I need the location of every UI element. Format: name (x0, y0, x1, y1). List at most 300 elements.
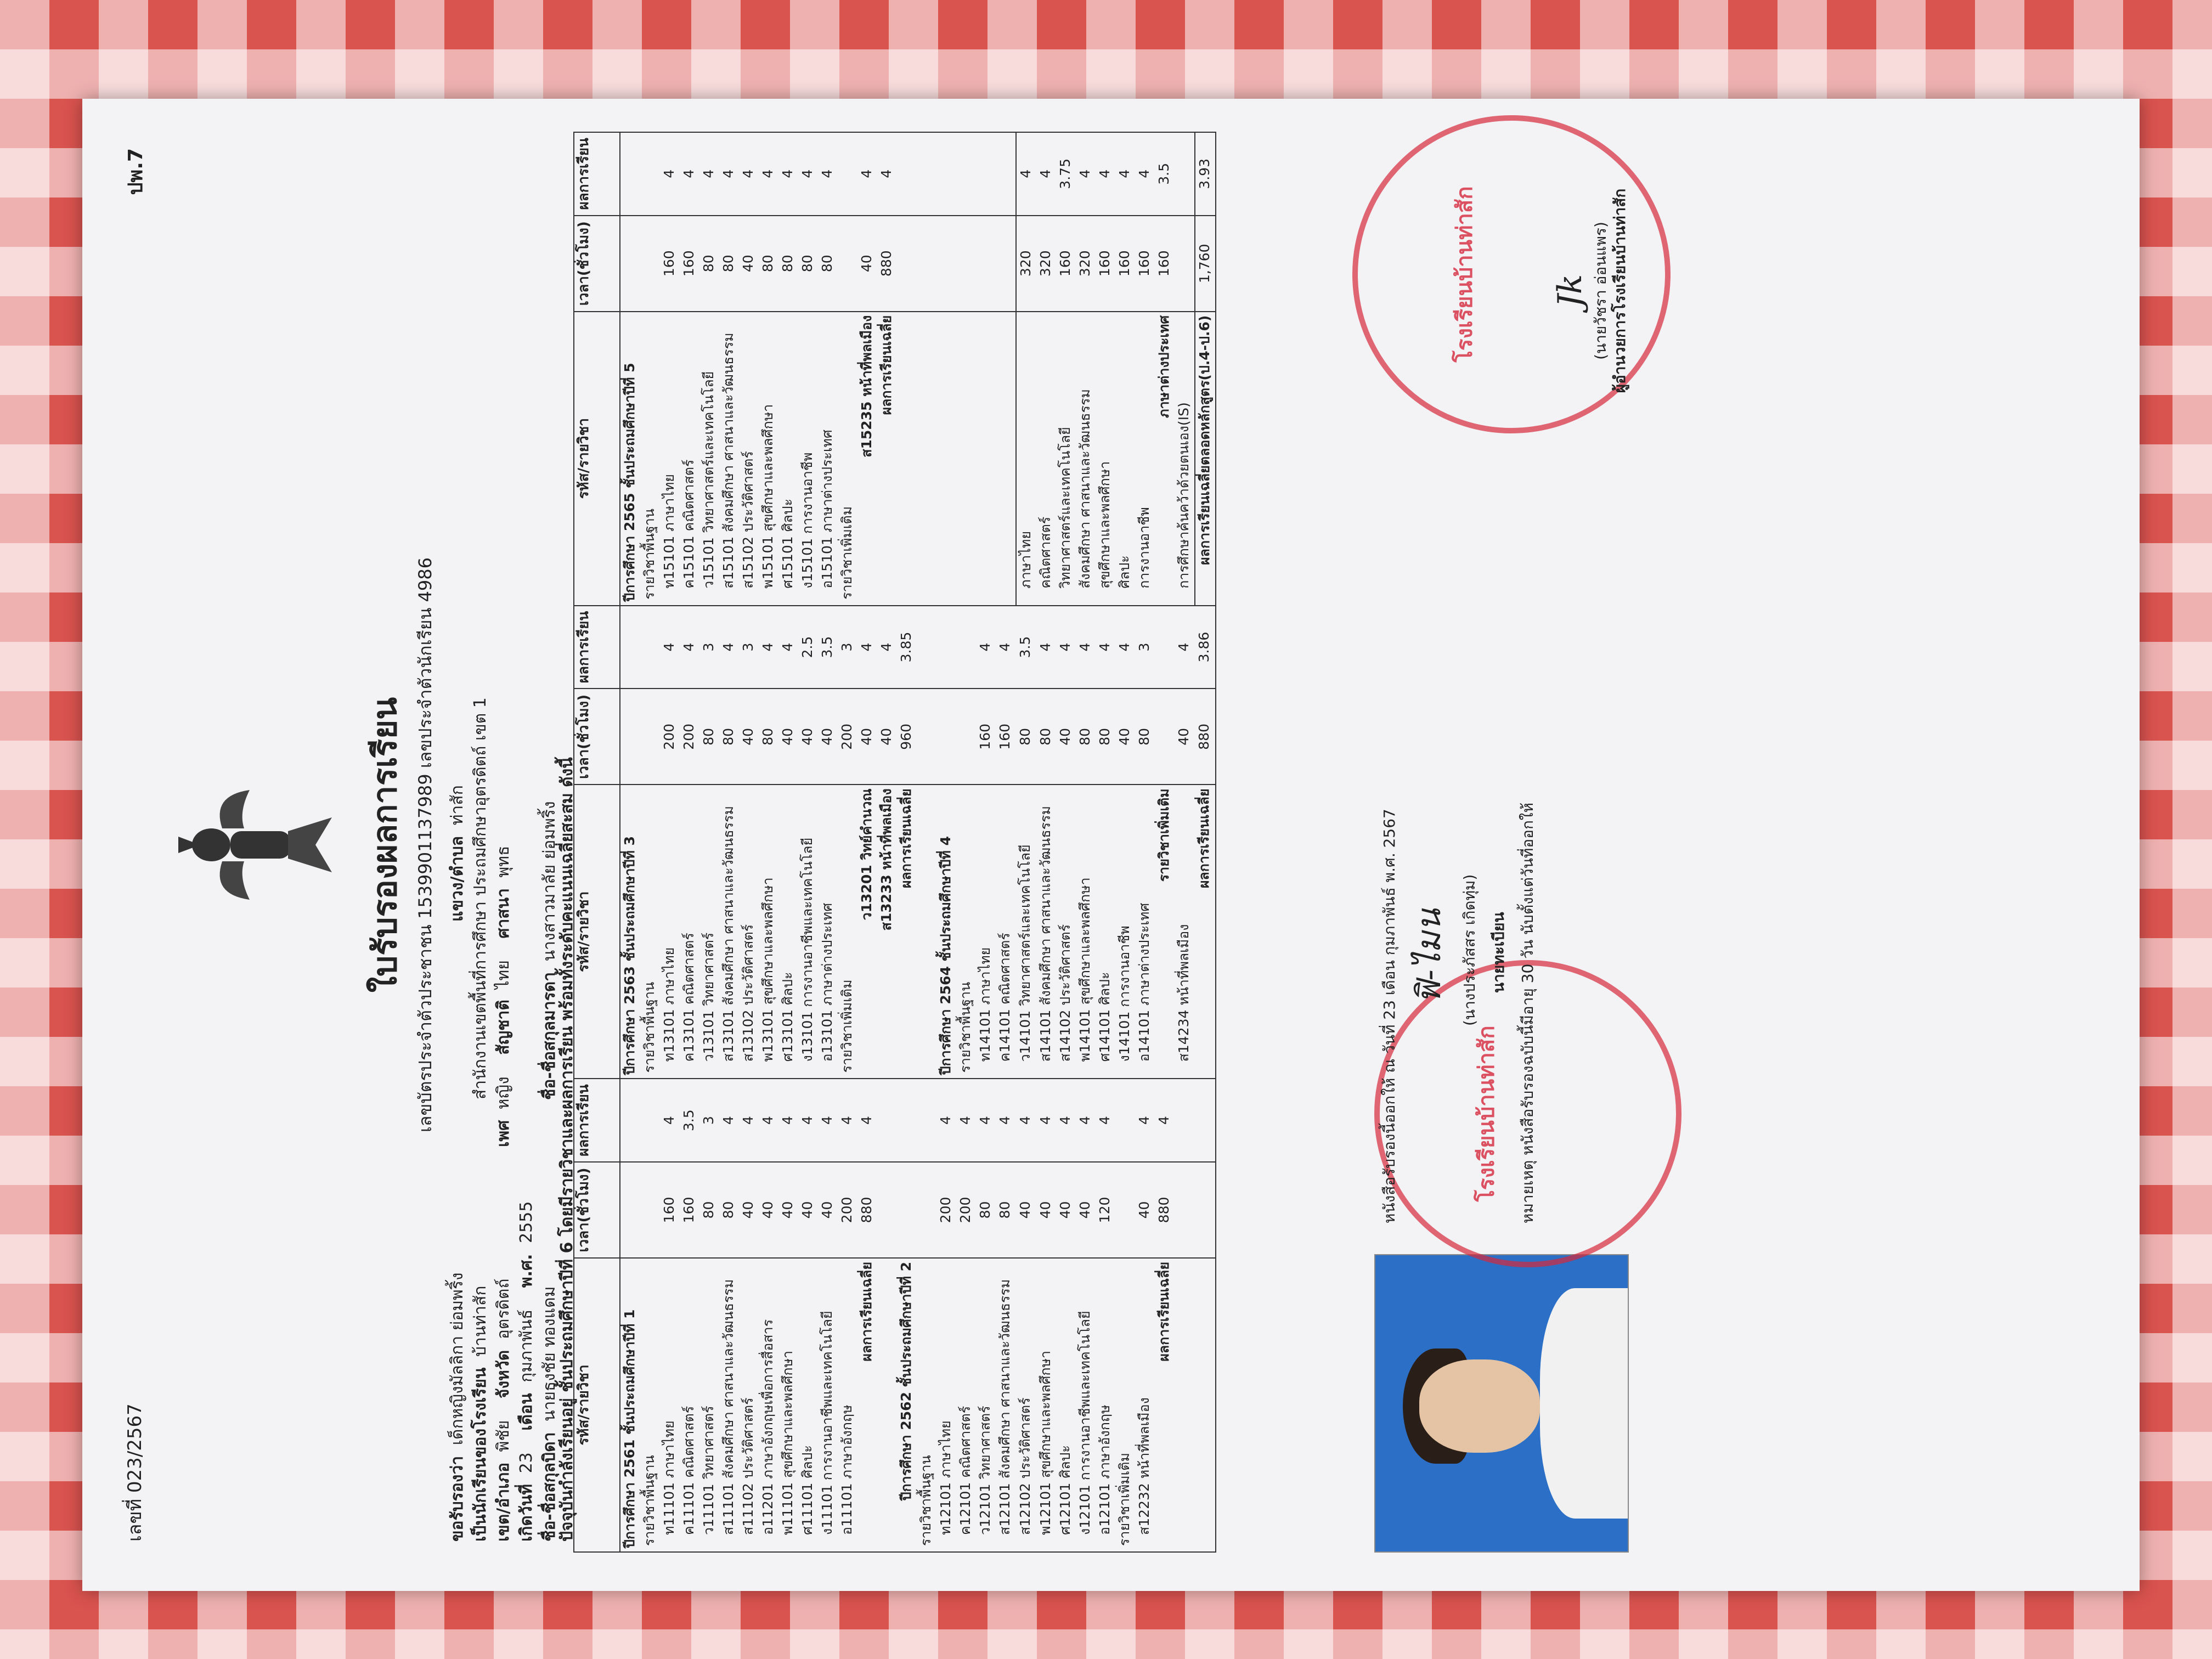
grade-cell: 4 (877, 606, 897, 689)
hours-cell: 320 (1036, 216, 1056, 312)
father-label: ชื่อ-ชื่อสกุลบิดา (540, 1432, 559, 1542)
garuda-emblem-icon (178, 790, 343, 900)
hours-cell: 200 (680, 689, 699, 785)
header-subject-3: รหัส/รายวิชา (574, 312, 620, 606)
hours-cell: 40 (739, 1162, 759, 1258)
hours-cell: 320 (1076, 216, 1096, 312)
subject-cell (956, 312, 976, 606)
header-grade-2: ผลการเรียน (574, 606, 620, 689)
hours-cell: 80 (719, 216, 739, 312)
student-photo (1374, 1254, 1629, 1553)
photo-uniform (1540, 1288, 1628, 1519)
hours-cell (877, 1162, 897, 1258)
director-name: (นายวัชรา อ่อนแพร) (1592, 222, 1610, 360)
grade-cell: 4 (1096, 606, 1115, 689)
hours-cell: 80 (976, 1162, 996, 1258)
table-row (778, 132, 798, 1552)
grade-cell (640, 606, 660, 689)
grade-cell: 4 (996, 1079, 1016, 1162)
hours-cell (1195, 1162, 1216, 1258)
grade-cell: 4 (838, 1079, 857, 1162)
stamp-text: โรงเรียนบ้านท่าสัก (1474, 1025, 1499, 1202)
hours-cell: 1,760 (1195, 216, 1216, 312)
hours-cell (897, 216, 917, 312)
subject-cell: ศิลปะ (1115, 312, 1135, 606)
table-row (1155, 132, 1175, 1552)
subdistrict-value: ท่าสัก (448, 785, 467, 826)
grades-header-row (574, 132, 620, 1552)
registrar-signature: ฟิ-ไมน (1410, 909, 1448, 1004)
hours-cell: 40 (857, 689, 877, 785)
hours-cell (956, 216, 976, 312)
hours-cell: 40 (1175, 689, 1195, 785)
hours-cell: 880 (877, 216, 897, 312)
subject-cell: ท12101 ภาษาไทย (936, 1258, 956, 1552)
hours-cell: 200 (838, 689, 857, 785)
average-label-cell: ผลการเรียนเฉลี่ยตลอดหลักสูตร(ป.4-ป.6) (1195, 312, 1216, 606)
hours-cell: 320 (1016, 216, 1036, 312)
hours-cell (640, 1162, 660, 1258)
grade-cell: 4 (1076, 606, 1096, 689)
hours-cell: 40 (1056, 689, 1076, 785)
subject-cell: ภาษาต่างประเทศ (1155, 312, 1175, 606)
hours-cell: 80 (798, 216, 818, 312)
subject-cell: ปีการศึกษา 2565 ชั้นประถมศึกษาปีที่ 5 (620, 312, 640, 606)
hours-cell: 160 (1096, 216, 1115, 312)
province-label: จังหวัด (494, 1350, 513, 1399)
hours-cell: 160 (996, 689, 1016, 785)
hours-cell: 40 (778, 1162, 798, 1258)
grade-cell: 4 (660, 1079, 680, 1162)
hours-cell: 80 (996, 1162, 1016, 1258)
district-value: พิชัย (494, 1420, 513, 1452)
hours-cell: 80 (1016, 689, 1036, 785)
subject-cell: ส12101 สังคมศึกษา ศาสนาและวัฒนธรรม (996, 1258, 1016, 1552)
director-signature: Jk (1551, 274, 1589, 308)
grade-cell (936, 132, 956, 216)
hours-cell: 160 (1135, 216, 1155, 312)
subject-cell: การศึกษาค้นคว้าด้วยตนเอง(IS) (1175, 312, 1195, 606)
subject-cell: ค14101 คณิตศาสตร์ (996, 785, 1016, 1079)
table-row (699, 132, 719, 1552)
subject-cell: ท14101 ภาษาไทย (976, 785, 996, 1079)
director-title: ผู้อำนวยการโรงเรียนบ้านท่าสัก (1611, 188, 1629, 393)
photo-face (1419, 1359, 1540, 1453)
subject-cell (936, 312, 956, 606)
table-row (1195, 132, 1216, 1552)
registrar-name: (นางประภัสสร เกิดทุ่ม) (1460, 874, 1479, 1026)
hours-cell: 80 (699, 689, 719, 785)
grade-cell: 4 (936, 1079, 956, 1162)
subject-cell: ปีการศึกษา 2563 ชั้นประถมศึกษาปีที่ 3 (620, 785, 640, 1079)
subject-cell: คณิตศาสตร์ (1036, 312, 1056, 606)
grade-cell: 4 (660, 606, 680, 689)
hours-cell: 80 (1036, 689, 1056, 785)
table-row (1175, 132, 1195, 1552)
subject-cell: ส14234 หน้าที่พลเมือง (1175, 785, 1195, 1079)
grade-cell (1175, 1079, 1195, 1162)
header-grade-3: ผลการเรียน (574, 132, 620, 216)
subject-cell: ส12102 ประวัติศาสตร์ (1016, 1258, 1036, 1552)
subject-cell (1175, 1258, 1195, 1552)
grade-cell (877, 1079, 897, 1162)
subject-cell: ภาษาไทย (1016, 312, 1036, 606)
subject-cell: ว14101 วิทยาศาสตร์และเทคโนโลยี (1016, 785, 1036, 1079)
info-row-6: ปัจจุบันกำลังเรียนอยู่ ชั้นประถมศึกษาปีที่ 6 โดยมีรายวิชาและผลการเรียน พร้อมทั้งระดับคะแนนเฉลี่ยสะสม ดังนี้ (557, 757, 577, 1542)
hours-cell (897, 1162, 917, 1258)
school-label: เป็นนักเรียนของโรงเรียน (471, 1367, 490, 1542)
grade-cell: 4 (680, 132, 699, 216)
average-label-cell: ผลการเรียนเฉลี่ย (857, 1258, 877, 1552)
province-value: อุตรดิตถ์ (494, 1278, 513, 1340)
registrar-title: นายทะเบียน (1489, 912, 1508, 993)
hours-cell: 80 (759, 689, 778, 785)
hours-cell: 960 (897, 689, 917, 785)
hours-cell: 80 (1096, 689, 1115, 785)
average-label-cell: ผลการเรียนเฉลี่ย (897, 785, 917, 1079)
grade-cell: 4 (1135, 1079, 1155, 1162)
hours-cell: 40 (798, 1162, 818, 1258)
grade-cell: 4 (719, 132, 739, 216)
grade-cell: 4 (739, 132, 759, 216)
subject-cell: ง13101 การงานอาชีพและเทคโนโลยี (798, 785, 818, 1079)
grade-cell: 2.5 (798, 606, 818, 689)
hours-cell: 80 (1135, 689, 1155, 785)
table-row (1115, 132, 1135, 1552)
hours-cell: 880 (1195, 689, 1216, 785)
hours-cell (640, 216, 660, 312)
grade-cell: 3 (1135, 606, 1155, 689)
hours-cell: 40 (1036, 1162, 1056, 1258)
reference-number: เลขที่ 023/2567 (124, 1403, 146, 1542)
grade-cell: 3 (739, 606, 759, 689)
education-office: สำนักงานเขตพื้นที่การศึกษา ประถมศึกษาอุตรดิตถ์ เขต 1 (471, 697, 490, 1099)
director-block (1550, 137, 1629, 444)
grade-cell: 3.5 (1155, 132, 1175, 216)
hours-cell: 40 (798, 689, 818, 785)
subject-cell: ศ11101 ศิลปะ (798, 1258, 818, 1552)
grade-cell: 4 (877, 132, 897, 216)
nationality-value: ไทย (494, 960, 513, 989)
subject-cell: ส15235 หน้าที่พลเมือง (857, 312, 877, 606)
grade-cell: 3.5 (680, 1079, 699, 1162)
subject-cell: พ15101 สุขศึกษาและพลศึกษา (759, 312, 778, 606)
hours-cell: 40 (759, 1162, 778, 1258)
header-subject-1: รหัส/รายวิชา (574, 1258, 620, 1552)
table-row (1016, 132, 1036, 1552)
stamp-text-2: โรงเรียนบ้านท่าสัก (1452, 186, 1477, 363)
hours-cell (620, 216, 640, 312)
grade-cell: 4 (719, 606, 739, 689)
grade-cell (996, 132, 1016, 216)
grade-cell: 4 (739, 1079, 759, 1162)
grade-cell (936, 606, 956, 689)
grade-cell: 4 (1096, 1079, 1115, 1162)
hours-cell: 160 (976, 689, 996, 785)
hours-cell: 160 (1155, 216, 1175, 312)
hours-cell: 40 (778, 689, 798, 785)
grade-cell: 3.5 (818, 606, 838, 689)
subject-cell: ค13101 คณิตศาสตร์ (680, 785, 699, 1079)
birth-year: 2555 (517, 1201, 536, 1243)
subject-cell: ส13101 สังคมศึกษา ศาสนาและวัฒนธรรม (719, 785, 739, 1079)
subject-cell: ส11101 สังคมศึกษา ศาสนาและวัฒนธรรม (719, 1258, 739, 1552)
grade-cell: 3.5 (1016, 606, 1036, 689)
subject-cell: สังคมศึกษา ศาสนาและวัฒนธรรม (1076, 312, 1096, 606)
grade-cell (897, 132, 917, 216)
hours-cell: 80 (759, 216, 778, 312)
grade-cell: 4 (660, 132, 680, 216)
grade-cell: 4 (759, 606, 778, 689)
hours-cell (838, 216, 857, 312)
grade-cell: 4 (1175, 606, 1195, 689)
hours-cell: 40 (818, 689, 838, 785)
grade-cell: 3.85 (897, 606, 917, 689)
subject-cell: ว13201 วิทย์คำนวณ (857, 785, 877, 1079)
subject-cell: ง14101 การงานอาชีพ (1115, 785, 1135, 1079)
hours-cell: 40 (739, 689, 759, 785)
hours-cell: 160 (680, 216, 699, 312)
grade-cell: 4 (857, 606, 877, 689)
subject-cell: อ14101 ภาษาต่างประเทศ (1135, 785, 1155, 1079)
table-row (640, 132, 660, 1552)
hours-cell: 40 (1076, 1162, 1096, 1258)
grade-cell (976, 132, 996, 216)
grade-cell: 4 (759, 132, 778, 216)
hours-cell (936, 689, 956, 785)
header-hours-1: เวลา(ชั่วโมง) (574, 1162, 620, 1258)
subject-cell: ส13102 ประวัติศาสตร์ (739, 785, 759, 1079)
subject-cell: ท15101 ภาษาไทย (660, 312, 680, 606)
hours-cell (917, 689, 936, 785)
grade-cell (620, 606, 640, 689)
grade-cell (640, 132, 660, 216)
hours-cell: 200 (936, 1162, 956, 1258)
table-row (1135, 132, 1155, 1552)
hours-cell: 40 (739, 216, 759, 312)
table-row (877, 132, 897, 1552)
transcript-page (101, 115, 2120, 1575)
form-code: ปพ.7 (125, 148, 147, 195)
birth-label: เกิดวันที่ (517, 1483, 536, 1542)
subject-cell: รายวิชาพื้นฐาน (640, 1258, 660, 1552)
table-row (818, 132, 838, 1552)
subject-cell: ส15102 ประวัติศาสตร์ (739, 312, 759, 606)
hours-cell (917, 1162, 936, 1258)
hours-cell: 80 (1076, 689, 1096, 785)
table-row (976, 132, 996, 1552)
subject-cell: ปีการศึกษา 2564 ชั้นประถมศึกษาปีที่ 4 (936, 785, 956, 1079)
table-row (759, 132, 778, 1552)
grade-cell: 3 (838, 606, 857, 689)
subject-cell: รายวิชาพื้นฐาน (917, 1258, 936, 1552)
subject-cell: ศ12101 ศิลปะ (1056, 1258, 1076, 1552)
subject-cell: ปีการศึกษา 2562 ชั้นประถมศึกษาปีที่ 2 (897, 1258, 917, 1552)
document-title: ใบรับรองผลการเรียน (366, 697, 404, 993)
grade-cell (640, 1079, 660, 1162)
subject-cell: ส14102 ประวัติศาสตร์ (1056, 785, 1076, 1079)
info-row-4 (516, 148, 537, 1542)
document-sheet (82, 99, 2140, 1591)
subject-cell: รายวิชาเพิ่มเติม (838, 312, 857, 606)
grade-cell: 3 (699, 606, 719, 689)
subject-cell: วิทยาศาสตร์และเทคโนโลยี (1056, 312, 1076, 606)
table-row (660, 132, 680, 1552)
nationality-label: สัญชาติ (494, 1000, 513, 1055)
subject-cell: ส12232 หน้าที่พลเมือง (1135, 1258, 1155, 1552)
hours-cell (936, 216, 956, 312)
hours-cell: 880 (857, 1162, 877, 1258)
school-name: บ้านท่าสัก (471, 1285, 490, 1357)
student-name: เด็กหญิงมัลลิกา ย่อมพริ้ง (448, 1272, 467, 1446)
subject-cell: รายวิชาพื้นฐาน (640, 785, 660, 1079)
table-row (719, 132, 739, 1552)
hours-cell: 160 (660, 216, 680, 312)
grade-cell: 3.86 (1195, 606, 1216, 689)
grade-cell (1175, 132, 1195, 216)
subject-cell: อ11201 ภาษาอังกฤษเพื่อการสื่อสาร (759, 1258, 778, 1552)
subject-cell: รายวิชาเพิ่มเติม (1155, 785, 1175, 1079)
hours-cell (1115, 1162, 1135, 1258)
average-label-cell: ผลการเรียนเฉลี่ย (1155, 1258, 1175, 1552)
grade-cell: 3 (699, 1079, 719, 1162)
subject-cell: รายวิชาพื้นฐาน (956, 785, 976, 1079)
hours-cell: 80 (818, 216, 838, 312)
table-row (680, 132, 699, 1552)
subject-cell: ง15101 การงานอาชีพ (798, 312, 818, 606)
hours-cell: 40 (857, 216, 877, 312)
subject-cell: ว12101 วิทยาศาสตร์ (976, 1258, 996, 1552)
grade-cell: 4 (1155, 1079, 1175, 1162)
header-hours-3: เวลา(ชั่วโมง) (574, 216, 620, 312)
grade-cell: 4 (759, 1079, 778, 1162)
father-name: นายธงชัย ทองแดม (540, 1286, 559, 1421)
grade-cell: 4 (818, 1079, 838, 1162)
info-row-3 (493, 148, 514, 1542)
grade-cell (838, 132, 857, 216)
info-row-1 (447, 148, 468, 1542)
id-line: เลขบัตรประจำตัวประชาชน 1539901137989 เลขประจำตัวนักเรียน 4986 (415, 557, 436, 1133)
grade-cell: 4 (719, 1079, 739, 1162)
subject-cell: ศ15101 ศิลปะ (778, 312, 798, 606)
religion-label: ศาสนา (494, 888, 513, 939)
subdistrict-label: แขวง/ตำบล (448, 836, 467, 922)
grade-cell (1195, 1079, 1216, 1162)
mother-name: นางสาวมาลัย ย่อมพริ้ง (540, 801, 559, 962)
table-row (857, 132, 877, 1552)
grade-cell: 4 (976, 606, 996, 689)
grade-cell: 4 (1076, 1079, 1096, 1162)
hours-cell (1175, 216, 1195, 312)
subject-cell: พ12101 สุขศึกษาและพลศึกษา (1036, 1258, 1056, 1552)
grade-cell: 4 (778, 1079, 798, 1162)
subject-cell: ปีการศึกษา 2561 ชั้นประถมศึกษาปีที่ 1 (620, 1258, 640, 1552)
header-grade-1: ผลการเรียน (574, 1079, 620, 1162)
hours-cell (620, 689, 640, 785)
grade-cell (956, 606, 976, 689)
subject-cell: ค12101 คณิตศาสตร์ (956, 1258, 976, 1552)
table-row (739, 132, 759, 1552)
grade-cell (897, 1079, 917, 1162)
hours-cell: 200 (956, 1162, 976, 1258)
subject-cell: ส13233 หน้าที่พลเมือง (877, 785, 897, 1079)
table-row (996, 132, 1016, 1552)
subject-cell (917, 312, 936, 606)
subject-cell: สุขศึกษาและพลศึกษา (1096, 312, 1115, 606)
issue-block (1380, 400, 1547, 1223)
subject-cell: อ15101 ภาษาต่างประเทศ (818, 312, 838, 606)
hours-cell: 80 (719, 1162, 739, 1258)
grade-cell: 4 (680, 606, 699, 689)
hours-cell: 40 (1115, 689, 1135, 785)
subject-cell: พ13101 สุขศึกษาและพลศึกษา (759, 785, 778, 1079)
subject-cell: พ14101 สุขศึกษาและพลศึกษา (1076, 785, 1096, 1079)
hours-cell: 200 (838, 1162, 857, 1258)
subject-cell: ง12101 การงานอาชีพและเทคโนโลยี (1076, 1258, 1096, 1552)
district-label: เขต/อำเภอ (494, 1462, 513, 1542)
grade-cell (1115, 1079, 1135, 1162)
hours-cell: 80 (699, 216, 719, 312)
subject-cell: พ11101 สุขศึกษาและพลศึกษา (778, 1258, 798, 1552)
hours-cell (620, 1162, 640, 1258)
subject-cell: รายวิชาเพิ่มเติม (1115, 1258, 1135, 1552)
subject-cell: รายวิชาเพิ่มเติม (838, 785, 857, 1079)
grade-cell: 4 (857, 132, 877, 216)
subject-cell: ท13101 ภาษาไทย (660, 785, 680, 1079)
table-row (1076, 132, 1096, 1552)
grade-cell (917, 1079, 936, 1162)
mother-label: ชื่อ-ชื่อสกุลมารดา (540, 972, 559, 1101)
hours-cell: 880 (1155, 1162, 1175, 1258)
hours-cell (956, 689, 976, 785)
validity-note: หมายเหตุ หนังสือรับรองฉบับนี้มีอายุ 30 วัน นับตั้งแต่วันที่ออกให้ (1519, 802, 1537, 1223)
religion-value: พุทธ (494, 845, 513, 878)
grade-cell: 4 (1056, 606, 1076, 689)
subject-cell: ค15101 คณิตศาสตร์ (680, 312, 699, 606)
grade-cell: 4 (1016, 1079, 1036, 1162)
hours-cell: 200 (660, 689, 680, 785)
subject-cell: ค11101 คณิตศาสตร์ (680, 1258, 699, 1552)
subject-cell: ง11101 การงานอาชีพและเทคโนโลยี (818, 1258, 838, 1552)
hours-cell (996, 216, 1016, 312)
grade-cell: 4 (1115, 606, 1135, 689)
hours-cell: 40 (818, 1162, 838, 1258)
header-subject-2: รหัส/รายวิชา (574, 785, 620, 1079)
subject-cell: ว13101 วิทยาศาสตร์ (699, 785, 719, 1079)
header-hours-2: เวลา(ชั่วโมง) (574, 689, 620, 785)
average-label-cell: ผลการเรียนเฉลี่ย (1195, 785, 1216, 1079)
subject-cell: ท11101 ภาษาไทย (660, 1258, 680, 1552)
hours-cell (640, 689, 660, 785)
subject-cell: ว15101 วิทยาศาสตร์และเทคโนโลยี (699, 312, 719, 606)
birth-month: กุมภาพันธ์ (517, 1309, 536, 1383)
sex-label: เพศ (494, 1120, 513, 1147)
table-row (1056, 132, 1076, 1552)
table-row (1096, 132, 1115, 1552)
table-row (620, 132, 640, 1552)
issue-date: หนังสือรับรองนี้ออกให้ ณ วันที่ 23 เดือน กุมภาพันธ์ พ.ศ. 2567 (1380, 809, 1398, 1223)
grade-cell: 4 (818, 132, 838, 216)
subject-cell (877, 1258, 897, 1552)
grade-cell: 4 (1036, 1079, 1056, 1162)
subject-cell (996, 312, 1016, 606)
hours-cell (917, 216, 936, 312)
info-row-2 (470, 148, 491, 1542)
birth-month-label: เดือน (517, 1393, 536, 1431)
subject-cell: ส11102 ประวัติศาสตร์ (739, 1258, 759, 1552)
hours-cell (1175, 1162, 1195, 1258)
subject-cell (917, 785, 936, 1079)
